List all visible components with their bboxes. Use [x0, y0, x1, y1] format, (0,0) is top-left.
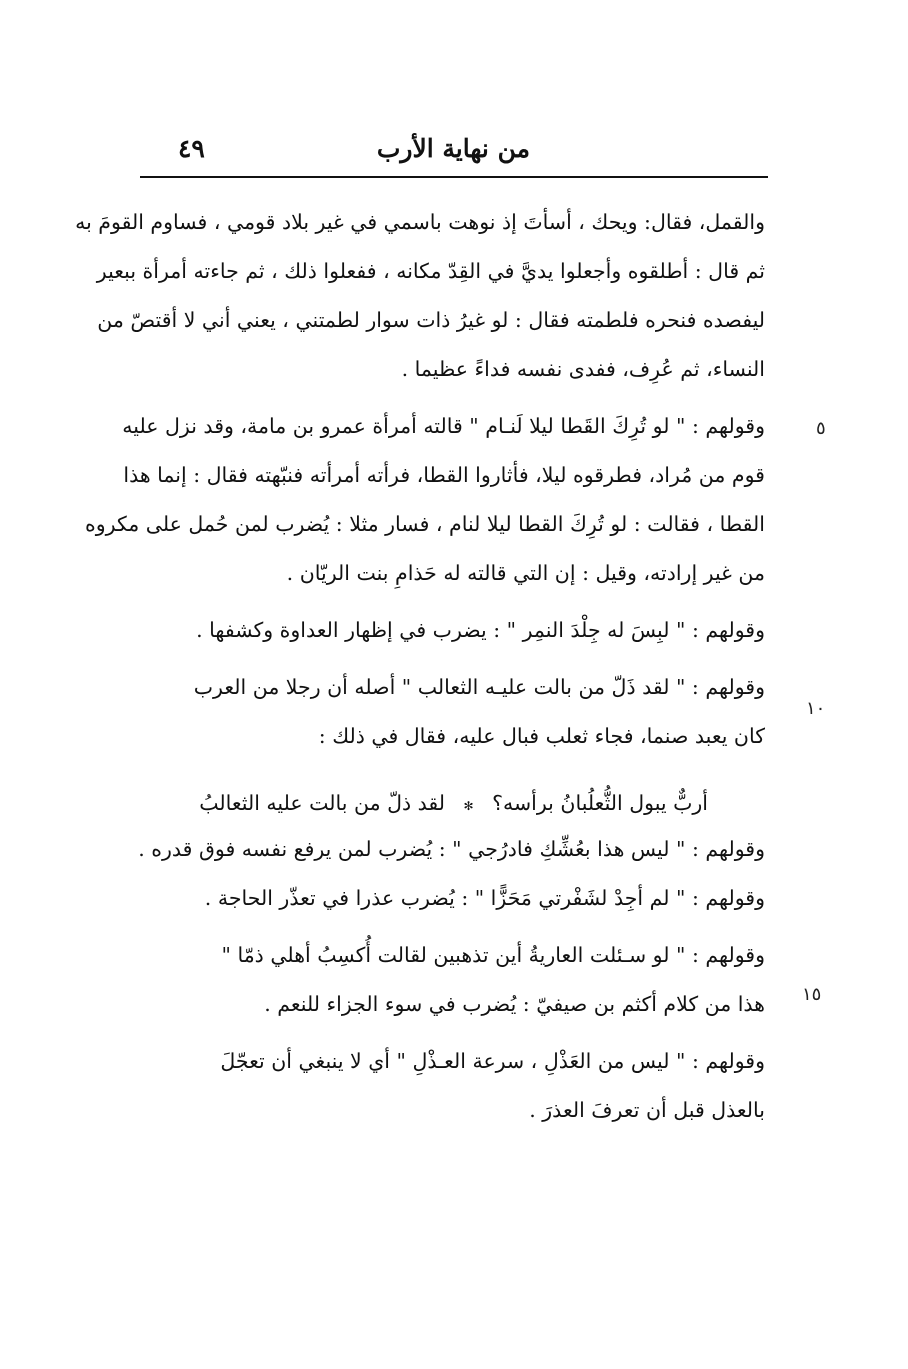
text-line: النساء، ثم عُرِف، ففدى نفسه فداءً عظيما .	[401, 357, 765, 381]
text-line: ليفصده فنحره فلطمته فقال : لو غيرُ ذات سوار لطمتني ، يعني أني لا أقتصّ من	[97, 308, 765, 332]
text-line: وقولهم : " لبِسَ له جِلْدَ النمِر " : يضرب في إظهار العداوة وكشفها .	[196, 618, 765, 642]
poetry-verse	[199, 783, 708, 823]
header-rule	[140, 176, 768, 178]
verse-separator: ✻	[463, 799, 474, 813]
paragraph-captive-story	[75, 198, 765, 394]
paragraph-proverb-jild	[160, 606, 765, 655]
text-line: وقولهم : " ليس من العَذْلِ ، سرعة العـذْلِ " أي لا ينبغي أن تعجّلَ	[220, 1049, 765, 1073]
text-line: والقمل، فقال: ويحك ، أسأتَ إذ نوهت باسمي في غير بلاد قومي ، فساوم القومَ به	[75, 210, 765, 234]
verse-hemistich-2: لقد ذلّ من بالت عليه الثعالبُ	[199, 791, 445, 815]
paragraph-proverb-shafra	[160, 874, 765, 923]
margin-line-number-15: ١٥	[802, 984, 822, 1005]
paragraph-proverb-ushsh	[138, 825, 765, 874]
running-title: من نهاية الأرب	[376, 134, 530, 163]
paragraph-proverb-adhl	[160, 1037, 765, 1135]
text-line: ثم قال : أطلقوه وأجعلوا يديَّ في القِدّ مكانه ، ففعلوا ذلك ، ثم جاءته أمرأة ببعير	[96, 259, 765, 283]
text-line: وقولهم : " لو سـئلت العاريةُ أين تذهبين لقالت أُكسِبُ أهلي ذمّا "	[221, 943, 765, 967]
text-line: وقولهم : " لم أجِدْ لشَفْرتي مَحَزًّا " : يُضرب عذرا في تعذّر الحاجة .	[204, 886, 765, 910]
text-line: قوم من مُراد، فطرقوه ليلا، فأثاروا القطا، فرأته أمرأته فنبّهته فقال : إنما هذا	[123, 463, 765, 487]
body-text	[75, 198, 765, 1135]
text-line: هذا من كلام أكثم بن صيفيّ : يُضرب في سوء الجزاء للنعم .	[264, 992, 765, 1016]
margin-line-number-10: ١٠	[806, 698, 826, 719]
text-line: كان يعبد صنما، فجاء ثعلب فبال عليه، فقال في ذلك :	[318, 724, 765, 748]
paragraph-proverb-qata	[85, 402, 765, 598]
text-line: القطا ، فقالت : لو تُرِكَ القطا ليلا لنام ، فسار مثلا : يُضرب لمن حُمل على مكروه	[85, 512, 765, 536]
text-line: وقولهم : " ليس هذا بعُشِّكِ فادرُجي " : يُضرب لمن يرفع نفسه فوق قدره .	[138, 837, 765, 861]
margin-line-number-5: ٥	[816, 418, 826, 439]
text-line: من غير إرادته، وقيل : إن التي قالته له حَذامِ بنت الريّان .	[286, 561, 765, 585]
paragraph-proverb-ariya	[160, 931, 765, 1029]
page-header	[140, 130, 765, 170]
text-line: وقولهم : " لو تُرِكَ القَطا ليلا لَنـام " قالته أمرأة عمرو بن مامة، وقد نزل عليه	[122, 414, 765, 438]
text-line: بالعذل قبل أن تعرفَ العذرَ .	[529, 1098, 765, 1122]
text-line: وقولهم : " لقد ذَلّ من بالت عليـه الثعالب " أصله أن رجلا من العرب	[193, 675, 765, 699]
page-number: ٤٩	[178, 134, 205, 163]
verse-hemistich-1: أربٌّ يبول الثُّعلُبانُ برأسه؟	[492, 791, 708, 815]
